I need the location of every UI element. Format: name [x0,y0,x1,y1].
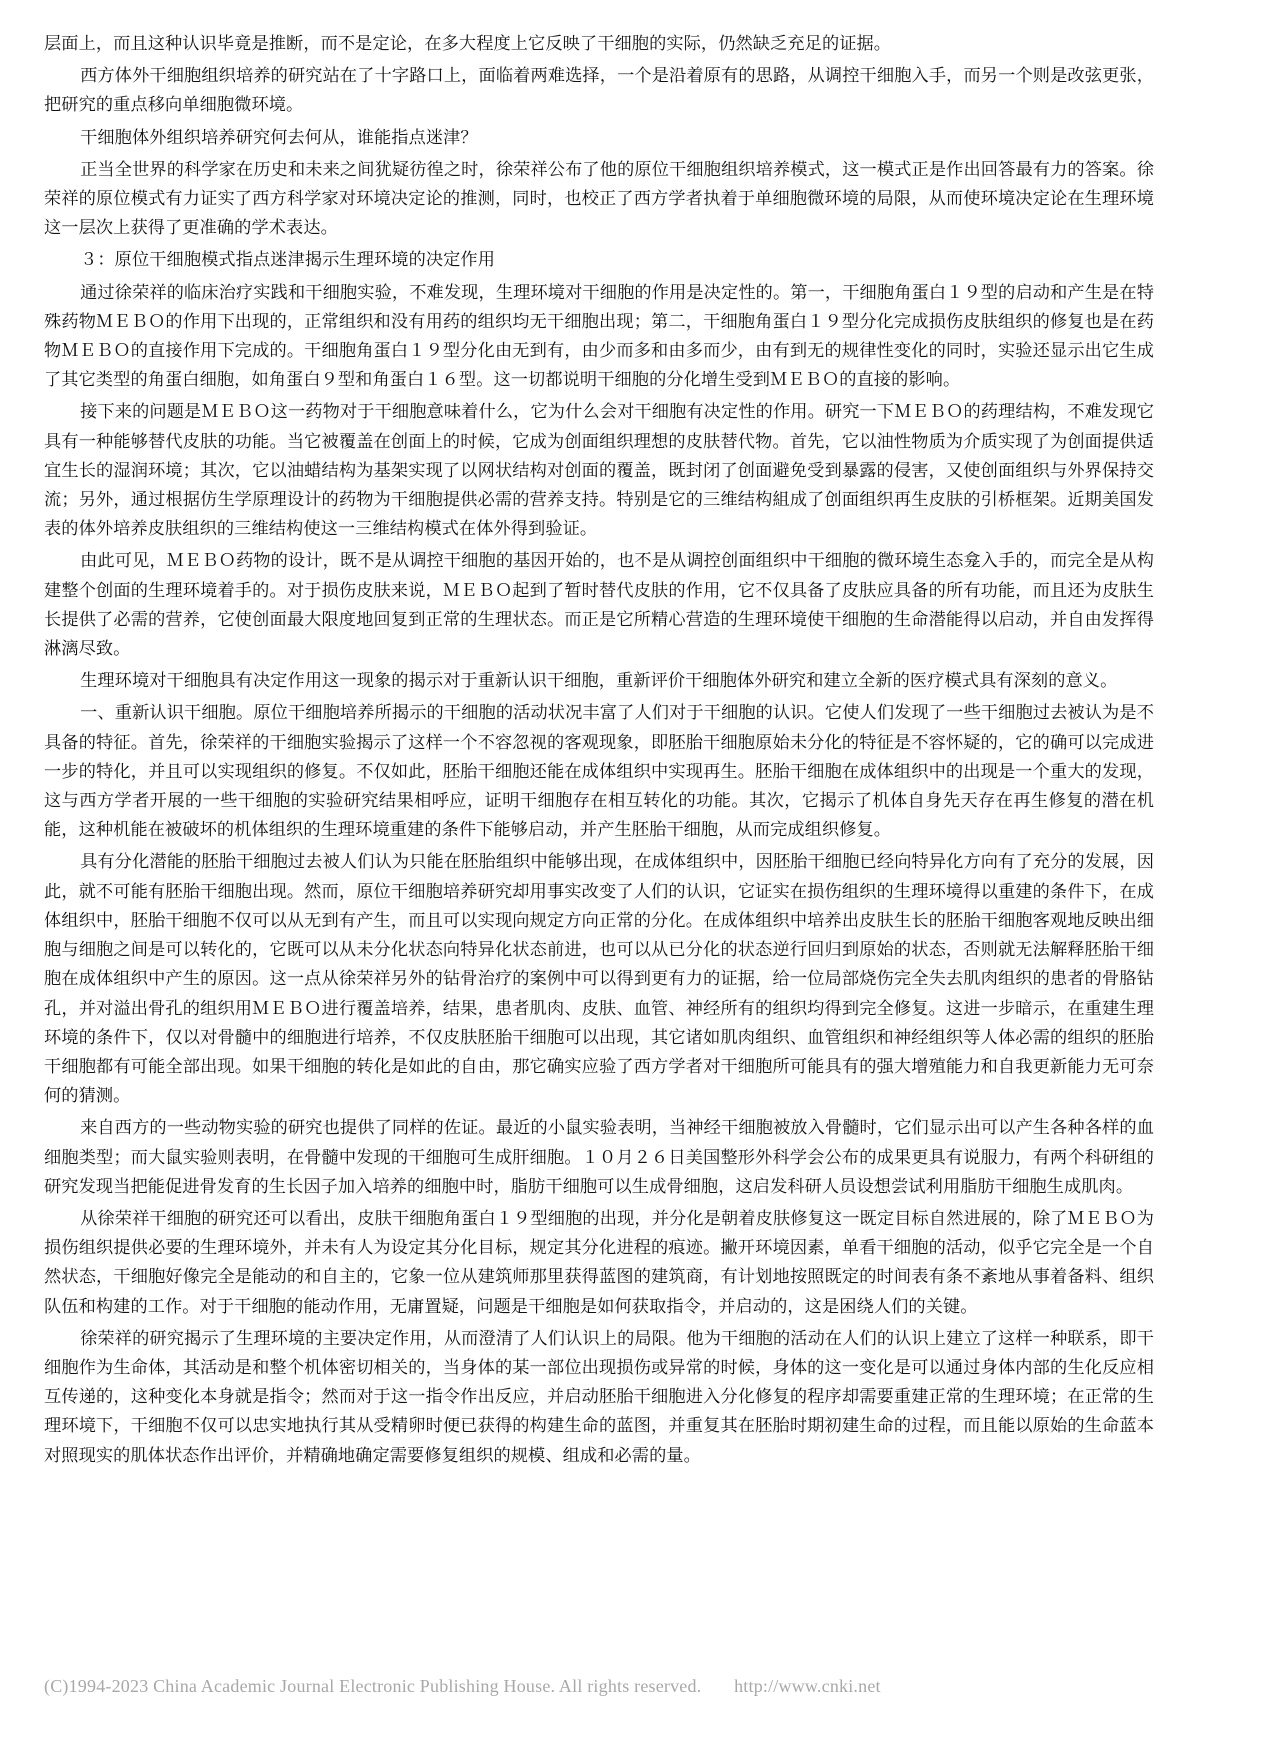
footer-copyright: (C)1994-2023 China Academic Journal Electronic Publishing House. All rights reserved. [44,1676,702,1696]
paragraph: 通过徐荣祥的临床治疗实践和干细胞实验，不难发现，生理环境对干细胞的作用是决定性的。第一，干细胞角蛋白１９型的启动和产生是在特殊药物ＭＥＢＯ的作用下出现的，正常组织和没有用药的组织均无干细胞出现；第二，干细胞角蛋白１９型分化完成损伤皮肤组织的修复也是在药物ＭＥＢＯ的直接作用下完成的。干细胞角蛋白１９型分化由无到有，由少而多和由多而少，由有到无的规律性变化的同时，实验还显示出它生成了其它类型的角蛋白细胞，如角蛋白９型和角蛋白１６型。这一切都说明干细胞的分化增生受到ＭＥＢＯ的直接的影响。 [44,282,1154,391]
document-page [44,30,1154,1680]
paragraph: 徐荣祥的研究揭示了生理环境的主要决定作用，从而澄清了人们认识上的局限。他为干细胞的活动在人们的认识上建立了这样一种联系，即干细胞作为生命体，其活动是和整个机体密切相关的，当身体的某一部位出现损伤或异常的时候，身体的这一变化是可以通过身体内部的生化反应相互传递的，这种变化本身就是指令；然而对于这一指令作出反应，并启动胚胎干细胞进入分化修复的程序却需要重建正常的生理环境；在正常的生理环境下，干细胞不仅可以忠实地执行其从受精卵时便已获得的构建生命的蓝图，并重复其在胚胎时期初建生命的过程，而且能以原始的生命蓝本对照现实的肌体状态作出评价，并精确地确定需要修复组织的规模、组成和必需的量。 [44,1328,1154,1466]
paragraph: 由此可见，ＭＥＢＯ药物的设计，既不是从调控干细胞的基因开始的，也不是从调控创面组织中干细胞的微环境生态龛入手的，而完全是从构建整个创面的生理环境着手的。对于损伤皮肤来说，ＭＥＢＯ起到了暂时替代皮肤的作用，它不仅具备了皮肤应具备的所有功能，而且还为皮肤生长提供了必需的营养，它使创面最大限度地回复到正常的生理状态。而正是它所精心营造的生理环境使干细胞的生命潜能得以启动，并自由发挥得淋漓尽致。 [44,551,1154,660]
paragraph-question: 干细胞体外组织培养研究何去何从，谁能指点迷津？ [80,127,478,148]
paragraph: 正当全世界的科学家在历史和未来之间犹疑彷徨之时，徐荣祥公布了他的原位干细胞组织培养模式，这一模式正是作出回答最有力的答案。徐荣祥的原位模式有力证实了西方科学家对环境决定论的推测，同时，也校正了西方学者执着于单细胞微环境的局限，从而使环境决定论在生理环境这一层次上获得了更准确的学术表达。 [44,159,1154,239]
paragraph: 来自西方的一些动物实验的研究也提供了同样的佐证。最近的小鼠实验表明，当神经干细胞被放入骨髓时，它们显示出可以产生各种各样的血细胞类型；而大鼠实验则表明，在骨髓中发现的干细胞可生成肝细胞。１０月２６日美国整形外科学会公布的成果更具有说服力，有两个科研组的研究发现当把能促进骨发育的生长因子加入培养的细胞中时，脂肪干细胞可以生成骨细胞，这启发科研人员设想尝试利用脂肪干细胞生成肌肉。 [44,1118,1154,1197]
paragraph: 西方体外干细胞组织培养的研究站在了十字路口上，面临着两难选择，一个是沿着原有的思路，从调控干细胞入手，而另一个则是改弦更张，把研究的重点移向单细胞微环境。 [44,66,1154,116]
paragraph: 具有分化潜能的胚胎干细胞过去被人们认为只能在胚胎组织中能够出现，在成体组织中，因胚胎干细胞已经向特异化方向有了充分的发展，因此，就不可能有胚胎干细胞出现。然而，原位干细胞培养研究却用事实改变了人们的认识，它证实在损伤组织的生理环境得以重建的条件下，在成体组织中，胚胎干细胞不仅可以从无到有产生，而且可以实现向规定方向正常的分化。在成体组织中培养出皮肤生长的胚胎干细胞客观地反映出细胞与细胞之间是可以转化的，它既可以从未分化状态向特异化状态前进，也可以从已分化的状态逆行回归到原始的状态，否则就无法解释胚胎干细胞在成体组织中产生的原因。这一点从徐荣祥另外的钻骨治疗的案例中可以得到更有力的证据，给一位局部烧伤完全失去肌肉组织的患者的骨胳钻孔，并对溢出骨孔的组织用ＭＥＢＯ进行覆盖培养，结果，患者肌肉、皮肤、血管、神经所有的组织均得到完全修复。这进一步暗示，在重建生理环境的条件下，仅以对骨髓中的细胞进行培养，不仅皮肤胚胎干细胞可以出现，其它诸如肌肉组织、血管组织和神经组织等人体必需的组织的胚胎干细胞都有可能全部出现。如果干细胞的转化是如此的自由，那它确实应验了西方学者对干细胞所可能具有的强大增殖能力和自我更新能力无可奈何的猜测。 [44,852,1154,1107]
footer [44,1676,1164,1697]
paragraph: 生理环境对干细胞具有决定作用这一现象的揭示对于重新认识干细胞，重新评价干细胞体外研究和建立全新的医疗模式具有深刻的意义。 [80,671,1118,692]
paragraph: 一、重新认识干细胞。原位干细胞培养所揭示的干细胞的活动状况丰富了人们对于干细胞的认识。它使人们发现了一些干细胞过去被认为是不具备的特征。首先，徐荣祥的干细胞实验揭示了这样一个不容忽视的客观现象，即胚胎干细胞原始未分化的特征是不容怀疑的，它的确可以完成进一步的特化，并且可以实现组织的修复。不仅如此，胚胎干细胞还能在成体组织中实现再生。胚胎干细胞在成体组织中的出现是一个重大的发现，这与西方学者开展的一些干细胞的实验研究结果相呼应，证明干细胞存在相互转化的功能。其次，它揭示了机体自身先天存在再生修复的潜在机能，这种机能在被破坏的机体组织的生理环境重建的条件下能够启动，并产生胚胎干细胞，从而完成组织修复。 [44,703,1154,841]
footer-url: http://www.cnki.net [734,1676,881,1696]
paragraph: 接下来的问题是ＭＥＢＯ这一药物对于干细胞意味着什么，它为什么会对干细胞有决定性的作用。研究一下ＭＥＢＯ的药理结构，不难发现它具有一种能够替代皮肤的功能。当它被覆盖在创面上的时候，它成为创面组织理想的皮肤替代物。首先，它以油性物质为介质实现了为创面提供适宜生长的湿润环境；其次，它以油蜡结构为基架实现了以网状结构对创面的覆盖，既封闭了创面避免受到暴露的侵害，又使创面组织与外界保持交流；另外，通过根据仿生学原理设计的药物为干细胞提供必需的营养支持。特别是它的三维结构組成了创面组织再生皮肤的引桥框架。近期美国发表的体外培养皮肤组织的三维结构使这一三维结构模式在体外得到验证。 [44,402,1154,540]
paragraph: 层面上，而且这种认识毕竟是推断，而不是定论，在多大程度上它反映了干细胞的实际，仍然缺乏充足的证据。 [44,34,892,54]
paragraph: 从徐荣祥干细胞的研究还可以看出，皮肤干细胞角蛋白１９型细胞的出现，并分化是朝着皮肤修复这一既定目标自然进展的，除了ＭＥＢＯ为损伤组织提供必要的生理环境外，并未有人为设定其分化目标，规定其分化进程的痕迹。撇开环境因素，单看干细胞的活动，似乎它完全是一个自然状态，干细胞好像完全是能动的和自主的，它象一位从建筑师那里获得蓝图的建筑商，有计划地按照既定的时间表有条不紊地从事着备料、组织队伍和构建的工作。对于干细胞的能动作用，无庸置疑，问题是干细胞是如何获取指令，并启动的，这是困绕人们的关键。 [44,1208,1154,1317]
section-heading: ３：原位干细胞模式指点迷津揭示生理环境的决定作用 [80,250,496,271]
